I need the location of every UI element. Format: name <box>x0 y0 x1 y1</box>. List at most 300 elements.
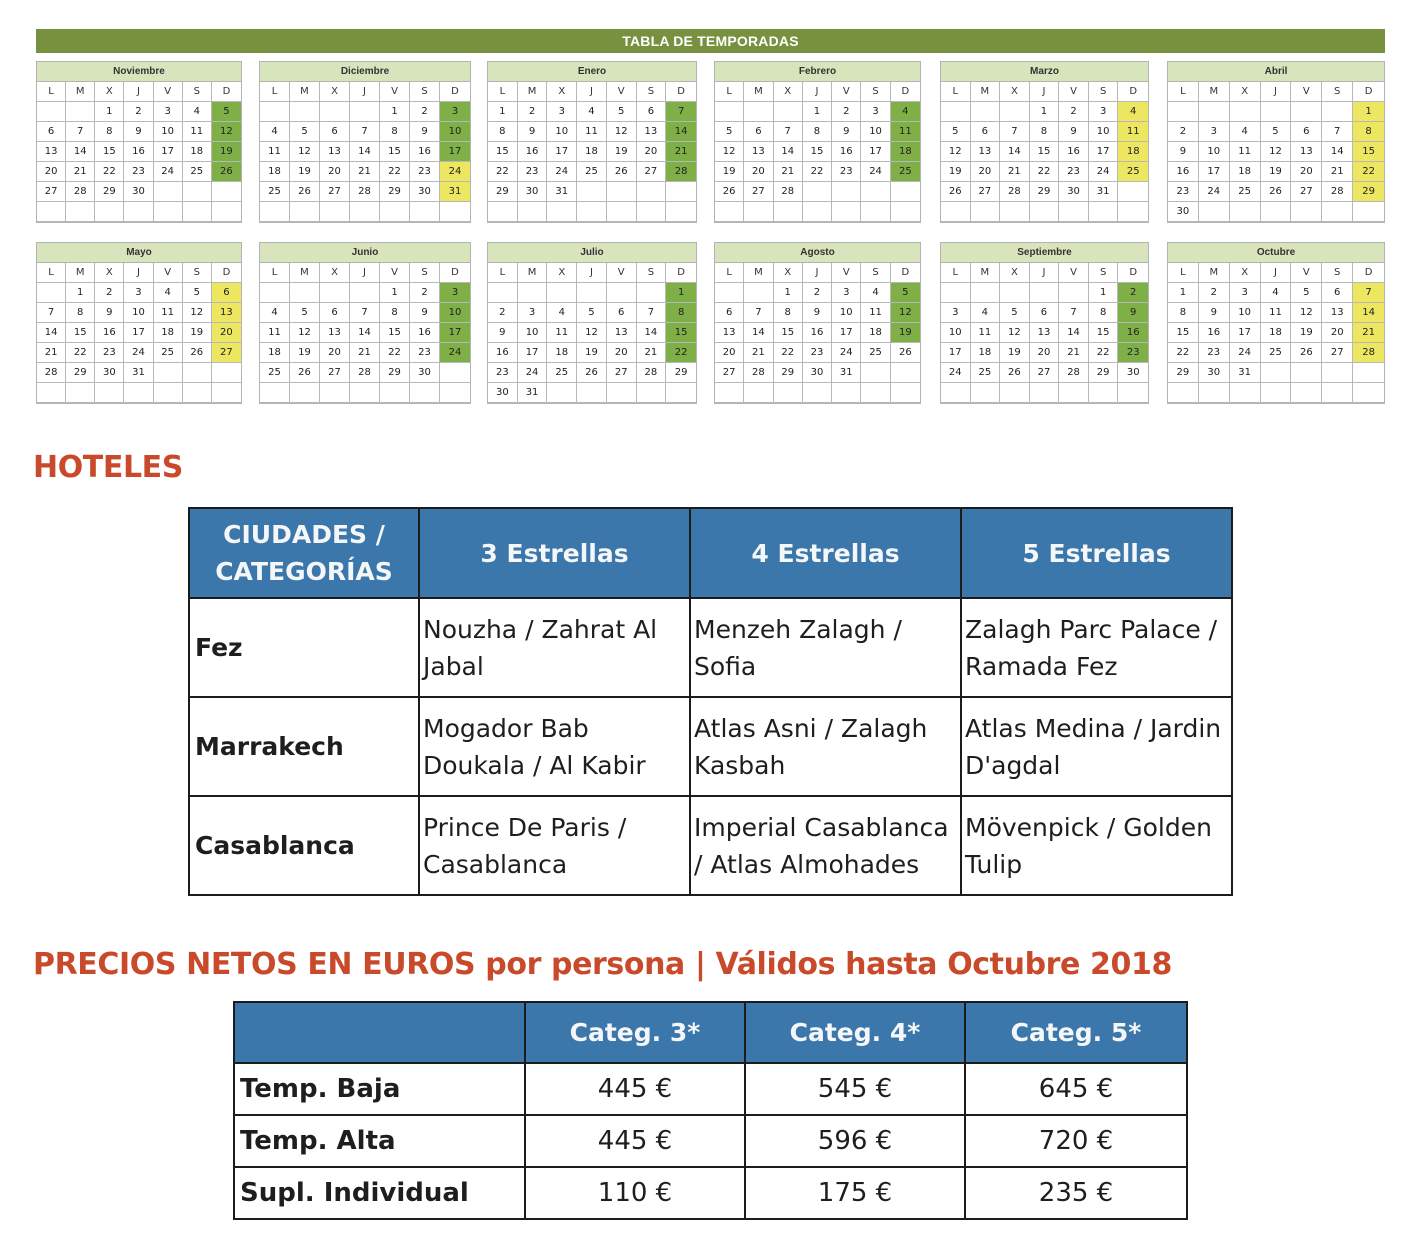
calendar-day: 26 <box>290 363 320 383</box>
calendar-empty-cell <box>440 383 470 403</box>
month-diciembre <box>259 61 471 223</box>
calendar-day: 21 <box>637 343 667 363</box>
calendar-empty-cell <box>1261 102 1292 122</box>
weekday-label: L <box>260 263 290 283</box>
calendar-day: 3 <box>941 303 971 323</box>
calendar-day: 24 <box>941 363 971 383</box>
calendar-day: 10 <box>440 122 470 142</box>
calendar-empty-cell <box>941 202 971 222</box>
weekday-label: V <box>380 82 410 102</box>
weekday-label: V <box>1059 263 1089 283</box>
calendar-day: 21 <box>744 343 773 363</box>
weekday-label: X <box>547 263 577 283</box>
calendar-day: 7 <box>37 303 66 323</box>
calendar-empty-cell <box>1230 202 1261 222</box>
calendar-day: 10 <box>832 303 861 323</box>
calendar-empty-cell <box>1000 102 1030 122</box>
calendar-empty-cell <box>971 202 1001 222</box>
calendar-empty-cell <box>971 102 1001 122</box>
calendar-day: 15 <box>66 323 95 343</box>
calendar-day: 16 <box>832 142 861 162</box>
calendar-day: 30 <box>1199 363 1230 383</box>
month-name: Septiembre <box>941 243 1148 263</box>
calendar-day: 27 <box>715 363 744 383</box>
weekday-label: V <box>154 263 183 283</box>
calendar-empty-cell <box>212 383 241 403</box>
calendar-day: 27 <box>607 363 637 383</box>
calendar-day: 28 <box>37 363 66 383</box>
calendar-empty-cell <box>320 202 350 222</box>
weekday-label: M <box>971 263 1001 283</box>
calendar-day: 25 <box>260 363 290 383</box>
calendar-empty-cell <box>440 363 470 383</box>
calendar-day: 17 <box>440 323 470 343</box>
calendar-empty-cell <box>1230 102 1261 122</box>
calendar-day: 28 <box>350 363 380 383</box>
calendar-empty-cell <box>95 383 124 403</box>
calendar-empty-cell <box>941 102 971 122</box>
price-categ-3: 445 € <box>525 1115 745 1167</box>
weekday-label: X <box>1230 82 1261 102</box>
calendar-day: 18 <box>891 142 920 162</box>
calendar-day: 28 <box>350 182 380 202</box>
calendar-day: 4 <box>577 102 607 122</box>
weekday-label: M <box>290 263 320 283</box>
calendar-day: 4 <box>891 102 920 122</box>
calendar-day: 24 <box>124 343 153 363</box>
calendar-day: 3 <box>440 283 470 303</box>
calendar-day: 30 <box>410 182 440 202</box>
calendar-day: 25 <box>861 343 890 363</box>
calendar-empty-cell <box>350 102 380 122</box>
calendar-day: 11 <box>547 323 577 343</box>
month-julio <box>487 242 697 404</box>
month-noviembre <box>36 61 242 223</box>
calendar-empty-cell <box>1291 202 1322 222</box>
weekday-label: J <box>803 263 832 283</box>
calendar-day: 22 <box>1030 162 1060 182</box>
weekday-label: V <box>1059 82 1089 102</box>
weekday-label: J <box>1030 82 1060 102</box>
hotels-heading: HOTELES <box>33 450 183 485</box>
calendar-day: 16 <box>1059 142 1089 162</box>
calendar-day: 26 <box>183 343 212 363</box>
calendar-day: 16 <box>488 343 518 363</box>
calendar-day: 12 <box>1000 323 1030 343</box>
calendar-day: 18 <box>260 343 290 363</box>
month-octubre <box>1167 242 1385 404</box>
calendar-empty-cell <box>607 182 637 202</box>
calendar-empty-cell <box>547 202 577 222</box>
calendar-day: 4 <box>183 102 212 122</box>
price-categ-5: 235 € <box>965 1167 1187 1219</box>
header-categ-3: Categ. 3* <box>525 1002 745 1063</box>
calendar-day: 12 <box>290 142 320 162</box>
calendar-day: 15 <box>1168 323 1199 343</box>
calendar-day: 24 <box>547 162 577 182</box>
calendar-day: 2 <box>803 283 832 303</box>
calendar-day: 31 <box>518 383 548 403</box>
calendar-day: 3 <box>832 283 861 303</box>
calendar-empty-cell <box>290 283 320 303</box>
calendar-day: 12 <box>1261 142 1292 162</box>
calendar-day: 9 <box>410 122 440 142</box>
calendar-empty-cell <box>941 283 971 303</box>
month-enero <box>487 61 697 223</box>
calendar-empty-cell <box>1118 383 1148 403</box>
calendar-day: 27 <box>1322 343 1353 363</box>
weekday-label: X <box>95 82 124 102</box>
calendar-day: 26 <box>607 162 637 182</box>
calendar-day: 13 <box>1291 142 1322 162</box>
calendar-day: 31 <box>1230 363 1261 383</box>
calendar-day: 29 <box>380 182 410 202</box>
weekday-label: L <box>941 82 971 102</box>
month-name: Agosto <box>715 243 920 263</box>
calendar-day: 25 <box>547 363 577 383</box>
calendar-day: 16 <box>410 323 440 343</box>
weekday-label: J <box>350 82 380 102</box>
calendar-empty-cell <box>1230 383 1261 403</box>
calendar-day: 1 <box>1030 102 1060 122</box>
calendar-day: 19 <box>891 323 920 343</box>
calendar-day: 22 <box>1353 162 1384 182</box>
calendar-day: 23 <box>488 363 518 383</box>
calendar-day: 22 <box>1168 343 1199 363</box>
weekday-label: S <box>637 82 667 102</box>
calendar-day: 8 <box>774 303 803 323</box>
calendar-empty-cell <box>1199 102 1230 122</box>
calendar-day: 6 <box>1322 283 1353 303</box>
calendar-empty-cell <box>212 202 241 222</box>
weekday-label: X <box>320 82 350 102</box>
calendar-empty-cell <box>941 383 971 403</box>
calendar-day: 26 <box>891 343 920 363</box>
calendar-day: 23 <box>1118 343 1148 363</box>
calendar-empty-cell <box>154 202 183 222</box>
calendar-day: 1 <box>666 283 696 303</box>
weekday-label: M <box>1199 263 1230 283</box>
calendar-empty-cell <box>518 283 548 303</box>
calendar-empty-cell <box>637 182 667 202</box>
calendar-empty-cell <box>1261 383 1292 403</box>
calendar-empty-cell <box>1353 363 1384 383</box>
calendar-day: 25 <box>154 343 183 363</box>
weekday-label: D <box>212 82 241 102</box>
calendar-empty-cell <box>183 202 212 222</box>
calendar-empty-cell <box>715 202 744 222</box>
calendar-day: 28 <box>774 182 803 202</box>
month-name: Julio <box>488 243 696 263</box>
calendar-day: 16 <box>518 142 548 162</box>
calendar-empty-cell <box>1168 383 1199 403</box>
calendar-day: 27 <box>1030 363 1060 383</box>
calendar-day: 9 <box>832 122 861 142</box>
calendar-empty-cell <box>440 202 470 222</box>
calendar-day: 8 <box>488 122 518 142</box>
calendar-day: 19 <box>212 142 241 162</box>
weekday-label: J <box>577 82 607 102</box>
price-categ-5: 720 € <box>965 1115 1187 1167</box>
calendar-day: 19 <box>1000 343 1030 363</box>
weekday-label: J <box>350 263 380 283</box>
calendar-day: 27 <box>637 162 667 182</box>
city-cell: Marrakech <box>189 697 419 796</box>
weekday-label: X <box>320 263 350 283</box>
calendar-empty-cell <box>1353 383 1384 403</box>
calendar-day: 20 <box>212 323 241 343</box>
calendar-day: 13 <box>37 142 66 162</box>
calendar-day: 7 <box>1059 303 1089 323</box>
calendar-day: 28 <box>1059 363 1089 383</box>
calendar-day: 8 <box>803 122 832 142</box>
weekday-label: M <box>971 82 1001 102</box>
header-empty <box>234 1002 525 1063</box>
calendar-empty-cell <box>803 383 832 403</box>
calendar-day: 21 <box>350 343 380 363</box>
calendar-day: 10 <box>861 122 890 142</box>
calendar-day: 30 <box>518 182 548 202</box>
weekday-label: D <box>212 263 241 283</box>
calendar-day: 5 <box>577 303 607 323</box>
calendar-day: 25 <box>260 182 290 202</box>
calendar-empty-cell <box>715 102 744 122</box>
calendar-day: 17 <box>518 343 548 363</box>
calendar-empty-cell <box>1089 383 1119 403</box>
calendar-empty-cell <box>637 202 667 222</box>
calendar-day: 21 <box>66 162 95 182</box>
calendar-day: 8 <box>666 303 696 323</box>
weekday-label: D <box>1118 263 1148 283</box>
calendar-empty-cell <box>1089 202 1119 222</box>
weekday-label: L <box>715 263 744 283</box>
calendar-day: 4 <box>861 283 890 303</box>
calendar-empty-cell <box>290 383 320 403</box>
calendar-day: 3 <box>861 102 890 122</box>
calendar-empty-cell <box>861 383 890 403</box>
weekday-label: D <box>440 82 470 102</box>
calendar-day: 13 <box>320 142 350 162</box>
calendar-day: 14 <box>66 142 95 162</box>
calendar-day: 17 <box>154 142 183 162</box>
calendar-day: 27 <box>320 182 350 202</box>
calendar-empty-cell <box>666 202 696 222</box>
calendar-day: 26 <box>1000 363 1030 383</box>
calendar-day: 24 <box>1199 182 1230 202</box>
calendar-day: 1 <box>1353 102 1384 122</box>
weekday-label: L <box>37 82 66 102</box>
calendar-day: 2 <box>410 102 440 122</box>
calendar-day: 23 <box>1059 162 1089 182</box>
calendar-empty-cell <box>1059 202 1089 222</box>
calendar-day: 28 <box>744 363 773 383</box>
calendar-empty-cell <box>124 202 153 222</box>
weekday-label: X <box>95 263 124 283</box>
price-categ-4: 596 € <box>745 1115 965 1167</box>
calendar-empty-cell <box>971 383 1001 403</box>
weekday-label: S <box>861 82 890 102</box>
calendar-day: 8 <box>1353 122 1384 142</box>
calendar-day: 17 <box>941 343 971 363</box>
calendar-empty-cell <box>832 383 861 403</box>
weekday-label: D <box>1353 263 1384 283</box>
season-label: Temp. Baja <box>234 1063 525 1115</box>
calendar-empty-cell <box>832 182 861 202</box>
season-label: Supl. Individual <box>234 1167 525 1219</box>
calendar-empty-cell <box>715 383 744 403</box>
calendar-day: 3 <box>547 102 577 122</box>
calendar-day: 14 <box>744 323 773 343</box>
calendar-day: 2 <box>832 102 861 122</box>
calendar-empty-cell <box>803 202 832 222</box>
calendar-day: 19 <box>715 162 744 182</box>
calendar-empty-cell <box>666 383 696 403</box>
calendar-day: 6 <box>637 102 667 122</box>
calendar-day: 29 <box>380 363 410 383</box>
calendar-day: 5 <box>1261 122 1292 142</box>
calendar-day: 10 <box>124 303 153 323</box>
weekday-label: J <box>124 263 153 283</box>
month-abril <box>1167 61 1385 223</box>
calendar-day: 6 <box>971 122 1001 142</box>
calendar-empty-cell <box>66 383 95 403</box>
calendar-day: 5 <box>1291 283 1322 303</box>
calendar-day: 17 <box>1199 162 1230 182</box>
calendar-day: 12 <box>290 323 320 343</box>
calendar-day: 29 <box>66 363 95 383</box>
calendar-day: 5 <box>941 122 971 142</box>
calendar-day: 20 <box>320 162 350 182</box>
calendar-day: 19 <box>290 162 320 182</box>
calendar-day: 26 <box>1291 343 1322 363</box>
calendar-day: 13 <box>607 323 637 343</box>
weekday-label: S <box>861 263 890 283</box>
calendar-empty-cell <box>1059 383 1089 403</box>
header-cities-categories: CIUDADES / CATEGORÍAS <box>189 508 419 598</box>
calendar-day: 14 <box>1000 142 1030 162</box>
calendar-day: 14 <box>774 142 803 162</box>
calendar-day: 4 <box>971 303 1001 323</box>
calendar-day: 12 <box>891 303 920 323</box>
calendar-day: 19 <box>183 323 212 343</box>
calendar-empty-cell <box>37 202 66 222</box>
weekday-label: J <box>577 263 607 283</box>
calendar-day: 11 <box>1118 122 1148 142</box>
calendar-day: 17 <box>1089 142 1119 162</box>
calendar-day: 3 <box>1230 283 1261 303</box>
calendar-day: 28 <box>1322 182 1353 202</box>
calendar-day: 12 <box>183 303 212 323</box>
calendar-day: 14 <box>350 323 380 343</box>
weekday-label: X <box>1230 263 1261 283</box>
calendar-day: 15 <box>666 323 696 343</box>
calendar-day: 9 <box>488 323 518 343</box>
calendar-day: 29 <box>1030 182 1060 202</box>
calendar-day: 18 <box>260 162 290 182</box>
calendar-day: 13 <box>744 142 773 162</box>
calendar-empty-cell <box>518 202 548 222</box>
calendar-day: 24 <box>440 162 470 182</box>
calendar-day: 6 <box>320 303 350 323</box>
calendar-day: 10 <box>518 323 548 343</box>
calendar-day: 11 <box>861 303 890 323</box>
calendar-day: 21 <box>774 162 803 182</box>
calendar-day: 11 <box>1230 142 1261 162</box>
calendar-empty-cell <box>774 383 803 403</box>
weekday-label: M <box>744 82 773 102</box>
calendar-day: 25 <box>971 363 1001 383</box>
calendar-day: 1 <box>488 102 518 122</box>
calendar-day: 18 <box>1230 162 1261 182</box>
calendar-day: 24 <box>440 343 470 363</box>
calendar-day: 20 <box>1291 162 1322 182</box>
calendar-day: 22 <box>380 343 410 363</box>
month-name: Junio <box>260 243 470 263</box>
calendar-empty-cell <box>1322 383 1353 403</box>
calendar-empty-cell <box>861 182 890 202</box>
calendar-empty-cell <box>212 363 241 383</box>
calendar-empty-cell <box>861 363 890 383</box>
calendar-day: 31 <box>832 363 861 383</box>
weekday-label: X <box>1000 263 1030 283</box>
month-febrero <box>714 61 921 223</box>
calendar-empty-cell <box>66 202 95 222</box>
hotel-4-stars-cell: Menzeh Zalagh / Sofia <box>690 598 961 697</box>
calendar-day: 8 <box>380 303 410 323</box>
weekday-label: L <box>1168 82 1199 102</box>
calendar-day: 18 <box>1261 323 1292 343</box>
calendar-day: 15 <box>380 142 410 162</box>
calendar-empty-cell <box>607 383 637 403</box>
calendar-day: 14 <box>637 323 667 343</box>
calendar-day: 29 <box>488 182 518 202</box>
prices-table <box>233 1001 1188 1220</box>
calendar-empty-cell <box>774 102 803 122</box>
calendar-day: 11 <box>577 122 607 142</box>
calendar-day: 1 <box>95 102 124 122</box>
hotel-3-stars-cell: Prince De Paris / Casablanca <box>419 796 690 895</box>
calendar-day: 12 <box>607 122 637 142</box>
weekday-label: S <box>1322 82 1353 102</box>
calendar-day: 12 <box>1291 303 1322 323</box>
weekday-label: V <box>607 82 637 102</box>
calendar-day: 27 <box>744 182 773 202</box>
hotel-4-stars-cell: Atlas Asni / Zalagh Kasbah <box>690 697 961 796</box>
calendar-day: 28 <box>637 363 667 383</box>
calendar-day: 3 <box>154 102 183 122</box>
calendar-day: 4 <box>260 303 290 323</box>
table-row <box>234 1115 1187 1167</box>
calendar-empty-cell <box>1261 363 1292 383</box>
calendar-day: 7 <box>1000 122 1030 142</box>
calendar-day: 25 <box>577 162 607 182</box>
calendar-day: 21 <box>666 142 696 162</box>
month-name: Febrero <box>715 62 920 82</box>
calendar-empty-cell <box>290 202 320 222</box>
calendar-day: 9 <box>410 303 440 323</box>
calendar-empty-cell <box>1168 102 1199 122</box>
calendar-day: 16 <box>95 323 124 343</box>
calendar-day: 23 <box>124 162 153 182</box>
header-4-stars: 4 Estrellas <box>690 508 961 598</box>
calendar-day: 20 <box>1322 323 1353 343</box>
table-row <box>234 1063 1187 1115</box>
calendar-day: 20 <box>971 162 1001 182</box>
calendar-day: 11 <box>154 303 183 323</box>
calendar-day: 5 <box>212 102 241 122</box>
calendar-day: 1 <box>803 102 832 122</box>
calendar-day: 6 <box>1030 303 1060 323</box>
